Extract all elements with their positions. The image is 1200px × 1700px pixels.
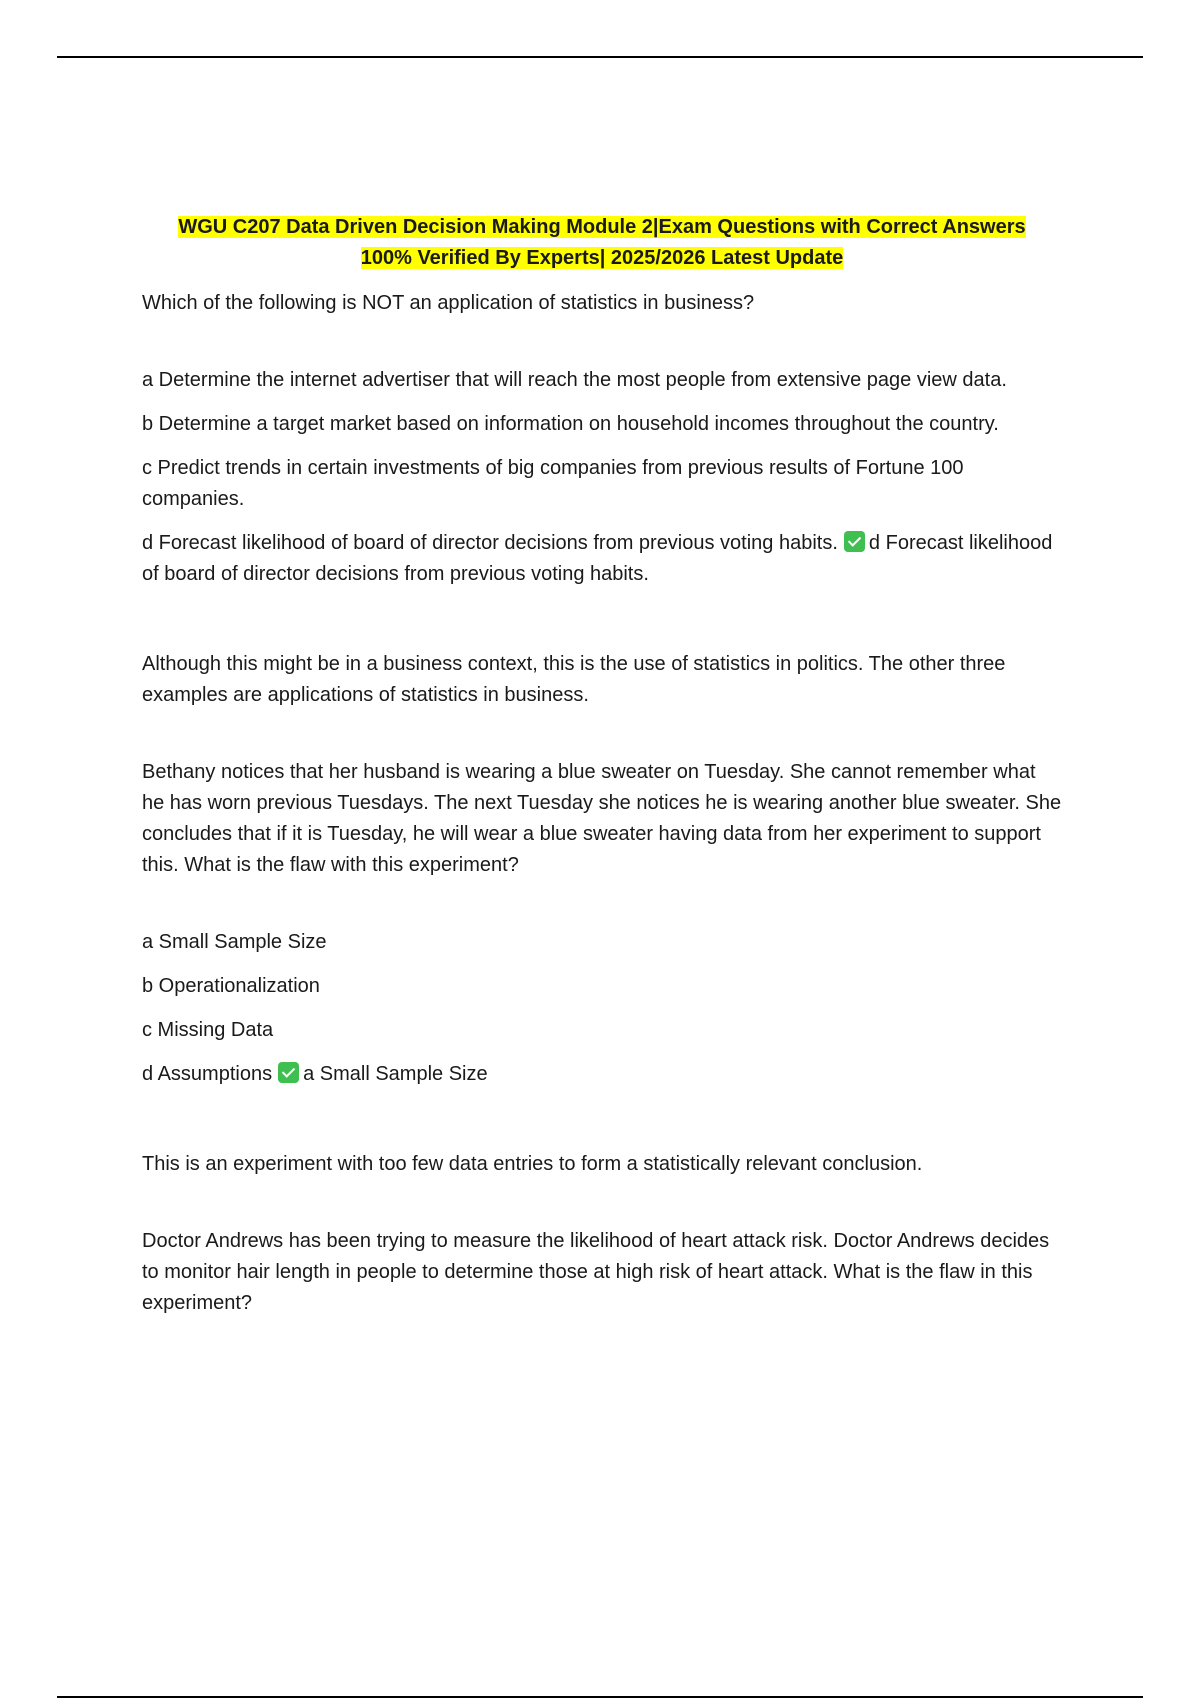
question-1-answer: d Forecast likelihood of board of director decisions from previous voting habits. [142,532,1053,585]
question-2-option-a: a Small Sample Size [142,931,327,953]
question-1-explanation: Although this might be in a business context, this is the use of statistics in politics. The other three examples are applications of statistics in business. [142,653,1006,706]
question-1-option-c: c Predict trends in certain investments of big companies from previous results of Fortune 100 companies. [142,457,964,510]
document-page [142,212,1062,1319]
question-2-explanation: This is an experiment with too few data entries to form a statistically relevant conclusion. [142,1153,923,1175]
top-rule [57,56,1143,58]
question-2-option-d-with-answer [142,1059,1062,1090]
bottom-rule [57,1696,1143,1698]
question-2-option-c: c Missing Data [142,1019,274,1041]
question-2-text: Bethany notices that her husband is wearing a blue sweater on Tuesday. She cannot remember what he has worn previous Tuesdays. The next Tuesday she notices he is wearing another blue sweater. She concludes that if it is Tuesday, he will wear a blue sweater having data from her experiment to support this. What is the flaw with this experiment? [142,761,1062,876]
question-1-option-a: a Determine the internet advertiser that will reach the most people from extensive page view data. [142,369,1007,391]
question-2-option-d: d Assumptions [142,1063,273,1085]
question-1-option-b: b Determine a target market based on information on household incomes throughout the country. [142,413,999,435]
question-3-text: Doctor Andrews has been trying to measure the likelihood of heart attack risk. Doctor Andrews decides to monitor hair length in people to determine those at high risk of heart attack. What is the flaw in this experiment? [142,1230,1050,1314]
question-1-option-d-with-answer [142,528,1062,590]
question-1-option-d: d Forecast likelihood of board of director decisions from previous voting habits. [142,532,838,554]
check-icon [278,1062,299,1083]
title-line-2: 100% Verified By Experts| 2025/2026 Latest Update [360,247,844,269]
question-2-option-b: b Operationalization [142,975,320,997]
title-line-1: WGU C207 Data Driven Decision Making Module 2|Exam Questions with Correct Answers [178,216,1026,238]
check-icon [844,531,865,552]
question-2-answer: a Small Sample Size [303,1063,488,1085]
question-1-text: Which of the following is NOT an application of statistics in business? [142,292,755,314]
document-title [142,212,1062,274]
